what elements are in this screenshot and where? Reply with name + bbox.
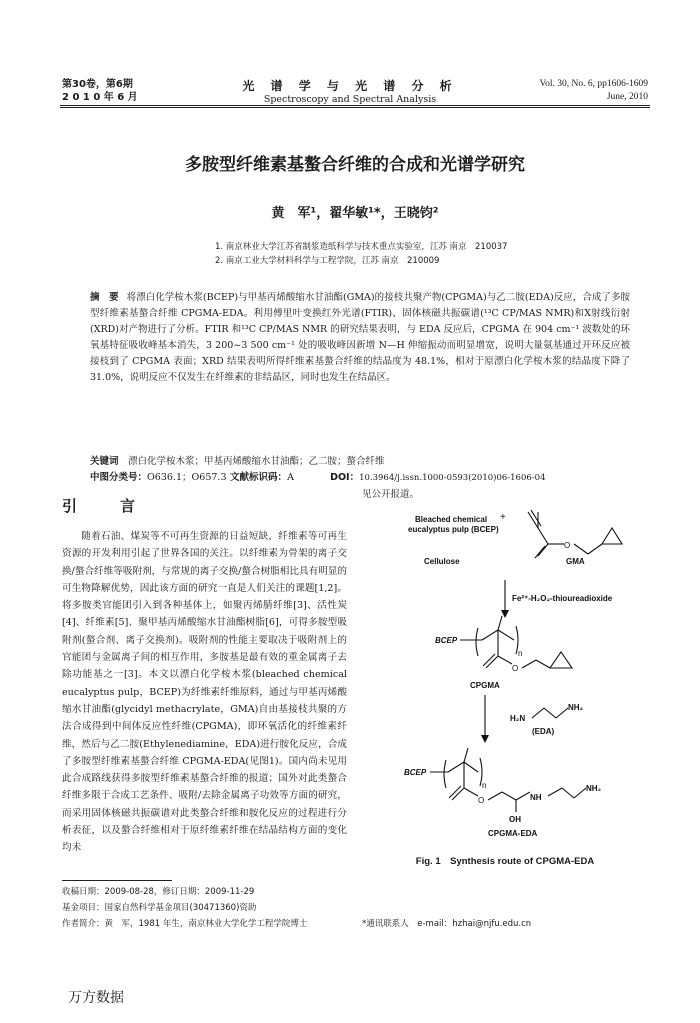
product-nh2-label: NH₂ (586, 784, 602, 793)
cpgma-chain-2 (498, 630, 514, 640)
product-eda-1 (548, 788, 562, 796)
gma-ch2 (574, 544, 588, 554)
clc-value: O636.1；O657.3 (147, 472, 227, 483)
gma-epoxide-ring (602, 528, 622, 544)
product-eda-3 (574, 788, 586, 798)
product-eda-2 (562, 788, 574, 798)
header-rule (60, 105, 650, 106)
product-chain-1 (448, 762, 464, 772)
cpgma-chain-1 (482, 630, 498, 640)
abstract-text: 将漂白化学桉木浆(BCEP)与甲基丙烯酸缩水甘油酯(GMA)的接枝共聚产物(CPGMA)与乙二胺(EDA)反应，合成了多胺型纤维素基螯合纤维 CPGMA-EDA。利用傅里叶变换红外光谱(FTIR)、固体核磁共振碳谱(¹³C CP/MAS NMR)和X射线衍射(XRD)对产物进行了分析。FTIR 和¹³C CP/MAS NMR 的研究结果表明，与 EDA 反应后，CPGMA 在 904 cm⁻¹ 波数处的环氧基特征吸收峰基本消失，3 200~3 500 cm⁻¹ 处的吸收峰因新增 N—H 伸缩振动而明显增宽，说明大量氨基通过开环反应被接枝到了 CPGMA 表面；XRD 结果表明所得纤维素基螯合纤维的结晶度为 48.1%，相对于原漂白化学桉木浆的结晶度下降了31.0%，说明反应不仅发生在纤维素的非结晶区，同时也发生在结晶区。 (90, 292, 630, 383)
journal-volume-info (62, 78, 138, 104)
gma-vinyl-bond (528, 512, 538, 528)
figure-caption: Fig. 1 Synthesis route of CPGMA-EDA (415, 856, 595, 867)
eda-bond-1 (532, 708, 544, 718)
cpgma-bcep-label: BCEP (435, 636, 458, 645)
footnote-contact: *通讯联系人 e-mail：hzhai@njfu.edu.cn (362, 919, 532, 929)
author-list: 黄 军¹，翟华敏¹*，王晓钧² (271, 206, 439, 221)
doc-value: A (287, 472, 294, 483)
journal-name-en: Spectroscopy and Spectral Analysis (263, 94, 437, 105)
gma-carbonyl (538, 544, 548, 556)
vol-pages: Vol. 30, No. 6, pp1606-1609 (539, 79, 648, 89)
affiliation-2: 2. 南京工业大学材料科学与工程学院，江苏 南京 210009 (215, 256, 440, 266)
synthesis-scheme (360, 510, 650, 860)
cpgma-epoxide-ring (550, 652, 572, 668)
product-carbonyl-2 (449, 786, 461, 798)
footnote-author: 作者简介：黄 军，1981 年生，南京林业大学化学工程学院博士 (62, 919, 308, 929)
eda-nh2-label: NH₂ (568, 703, 584, 712)
arrowhead-2 (481, 735, 489, 743)
gma-c-c (538, 528, 548, 544)
cpgma-ester (498, 656, 512, 664)
product-methyl (464, 748, 468, 762)
footnote-fund: 基金项目：国家自然科学基金项目(30471360)资助 (62, 903, 257, 913)
product-chain-2 (464, 762, 478, 772)
paper-title: 多胺型纤维素基螯合纤维的合成和光谱学研究 (185, 155, 525, 175)
footnote-dates: 收稿日期：2009-08-28，修订日期：2009-11-29 (62, 887, 255, 897)
cpgma-methyl (498, 616, 502, 630)
product-label: CPGMA-EDA (488, 829, 538, 838)
intro-continued: 见公开报道。 (362, 489, 420, 500)
footnote-author-line (62, 916, 532, 932)
product-oh-label: OH (509, 815, 521, 824)
gma-ch2-2 (588, 544, 602, 554)
affiliation-1: 1. 南京林业大学江苏省制浆造纸科学与技术重点实验室，江苏 南京 210037 (215, 242, 508, 252)
product-ch2-n (516, 792, 530, 800)
eda-h2n-label: H₂N (510, 714, 526, 723)
product-o-label: O (478, 796, 485, 805)
cpgma-o-label: O (512, 664, 519, 673)
clc-label: 中图分类号： (90, 472, 148, 483)
bcep-label-2: eucalyptus pulp (BCEP) (408, 525, 499, 534)
product-choh (502, 792, 516, 800)
product-ester (464, 788, 478, 796)
plus-sign: + (500, 512, 506, 523)
cpgma-ch2 (522, 660, 536, 668)
keywords (90, 454, 630, 470)
eda-label: (EDA) (532, 727, 555, 736)
product-ch2 (488, 792, 502, 800)
product-bracket-left (444, 760, 446, 788)
keywords-text: 漂白化学桉木浆；甲基丙烯酸缩水甘油酯；乙二胺；螯合纤维 (128, 456, 385, 467)
cpgma-carbonyl (486, 656, 498, 668)
classification-line (90, 470, 630, 486)
intro-body: 随着石油、煤炭等不可再生资源的日益短缺，纤维素等可再生资源的开发利用引起了世界各国的关注。以纤维素为骨架的离子交换/螯合纤维等吸附剂，与常规的离子交换/螯合树脂相比具有明显的可生物降解优势，因此该方面的研究一直是人们关注的课题[1,2]。将多胺类官能团引入到各种基体上，如聚丙烯腈纤维[3]、活性炭[4]、纤维素[5]、聚甲基丙烯酸缩水甘油酯树脂[6]，可得多胺型吸附剂(螯合剂、离子交换剂)。吸附剂的性能主要取决于吸附剂上的官能团与金属离子间的相互作用，多胺基是最有效的重金属离子去除功能基之一[3]。本文以漂白化学桉木浆(bleached chemical eucalyptus pulp，BCEP)为纤维素纤维原料，通过与甲基丙烯酸缩水甘油酯(glycidyl methacrylate，GMA)自由基接枝共聚的方法合成得到中间体反应性纤维(CPGMA)，即环氧活化的纤维素纤维，然后与乙二胺(Ethylenediamine，EDA)进行胺化反应，合成了多胺型纤维素基螯合纤维 CPGMA-EDA(见图1)。国内尚未见用此合成路线获得多胺型纤维素基螯合纤维的报道；国外对此类螯合纤维多限于合成工艺条件、吸附/去除金属离子功效等方面的研究，而采用固体核磁共振碳谱对此类螯合纤维和胺化反应的过程进行分析表征，以及螯合纤维相对于原纤维素纤维在结晶结构方面的变化均未 (62, 531, 347, 854)
date-en: June, 2010 (606, 92, 648, 102)
cpgma-label: CPGMA (470, 681, 500, 690)
abstract-label: 摘 要 (90, 292, 119, 303)
gma-label: GMA (566, 557, 585, 566)
eda-bond-3 (556, 708, 568, 718)
doc-label: 文献标识码： (230, 472, 288, 483)
footnotes (62, 884, 532, 932)
affiliations (215, 240, 507, 268)
product-bcep-label: BCEP (404, 768, 427, 777)
cpgma-carbonyl-2 (483, 654, 495, 666)
reagent-label: Fe²⁺-H₂O₂-thioureadioxide (512, 594, 613, 603)
product-n-label: n (482, 781, 487, 790)
cpgma-bracket-left (476, 628, 478, 656)
gma-carbonyl-2 (535, 546, 545, 558)
gma-vinyl-bond-2 (531, 510, 541, 526)
doi-value: 10.3964/j.issn.1000-0593(2010)06-1606-04 (359, 473, 546, 483)
volume-issue: 第30卷，第6期 (62, 79, 133, 90)
publication-date: 2 0 1 0 年 6 月 (62, 92, 138, 103)
watermark: 万方数据 (68, 990, 124, 1006)
journal-name (230, 77, 470, 105)
footnote-rule (62, 880, 172, 881)
product-carbonyl (452, 788, 464, 800)
abstract (90, 290, 630, 386)
doi-label: DOI： (330, 472, 360, 483)
keywords-label: 关键词 (90, 456, 119, 467)
cpgma-n-label: n (518, 649, 523, 658)
bcep-label-1: Bleached chemical (415, 515, 488, 524)
header-rule-2 (60, 107, 650, 108)
journal-vol-en (539, 78, 648, 104)
cellulose-label: Cellulose (424, 557, 460, 566)
eda-bond-2 (544, 708, 556, 718)
section-heading: 引 言 (62, 497, 150, 515)
journal-name-cn: 光 谱 学 与 光 谱 分 析 (242, 79, 458, 93)
cpgma-ch2-2 (536, 660, 550, 668)
product-nh-label: NH (530, 793, 542, 802)
gma-o-label: O (564, 541, 571, 550)
